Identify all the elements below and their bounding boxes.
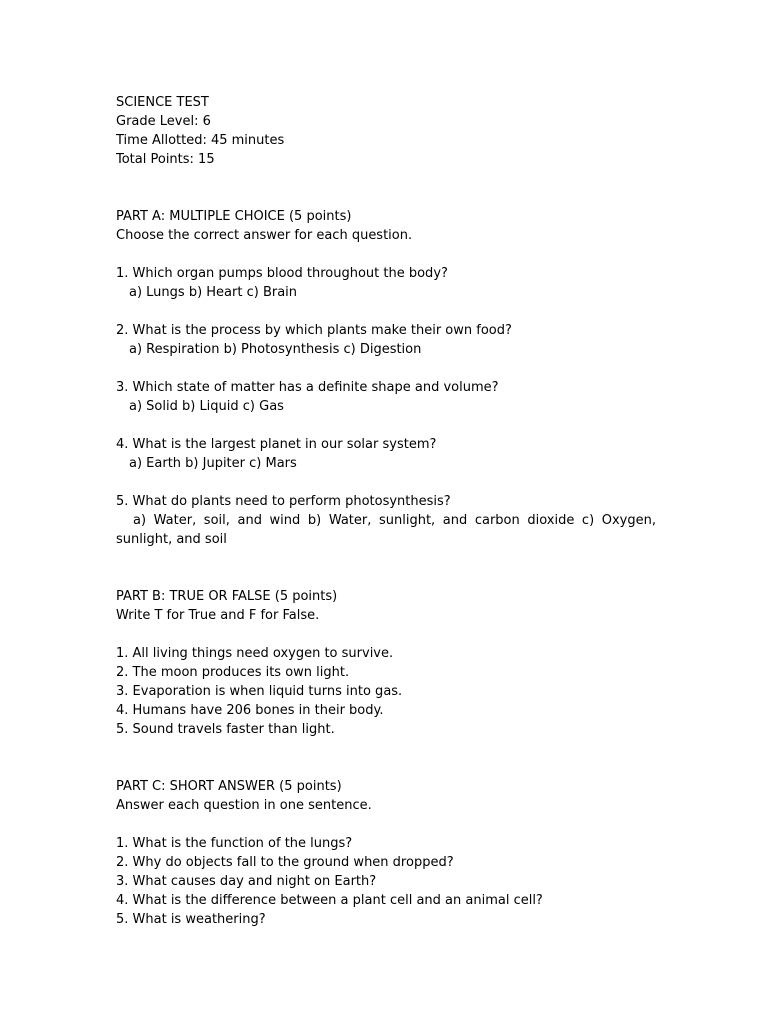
statement-item: 5. Sound travels faster than light. xyxy=(116,722,335,737)
short-answer-question: 3. What causes day and night on Earth? xyxy=(116,874,377,889)
part-c-section xyxy=(116,777,656,929)
answer-options: a) Respiration b) Photosynthesis c) Digestion xyxy=(129,342,422,357)
question-item xyxy=(116,435,656,473)
test-document xyxy=(116,93,661,929)
short-answer-question: 2. Why do objects fall to the ground when dropped? xyxy=(116,855,454,870)
part-c-heading: PART C: SHORT ANSWER (5 points) xyxy=(116,779,342,794)
question-text: 3. Which state of matter has a definite shape and volume? xyxy=(116,380,499,395)
answer-options: a) Earth b) Jupiter c) Mars xyxy=(129,456,297,471)
spacer xyxy=(116,359,656,378)
question-text: 4. What is the largest planet in our solar system? xyxy=(116,437,437,452)
question-text: 1. Which organ pumps blood throughout the body? xyxy=(116,266,448,281)
part-a-section xyxy=(116,207,661,549)
part-c-instructions: Answer each question in one sentence. xyxy=(116,798,372,813)
total-points: Total Points: 15 xyxy=(116,152,215,167)
spacer xyxy=(116,302,656,321)
spacer xyxy=(116,739,656,777)
answer-options: a) Water, soil, and wind b) Water, sunlight, and carbon dioxide c) Oxygen, sunlight, and soil xyxy=(116,513,661,547)
short-answer-question: 5. What is weathering? xyxy=(116,912,266,927)
spacer xyxy=(116,625,656,644)
spacer xyxy=(116,169,656,207)
question-item xyxy=(116,264,656,302)
part-b-instructions: Write T for True and F for False. xyxy=(116,608,320,623)
short-answer-question: 1. What is the function of the lungs? xyxy=(116,836,353,851)
question-item xyxy=(116,492,661,549)
part-b-heading: PART B: TRUE OR FALSE (5 points) xyxy=(116,589,338,604)
spacer xyxy=(116,549,656,587)
question-text: 2. What is the process by which plants make their own food? xyxy=(116,323,512,338)
test-title: SCIENCE TEST xyxy=(116,95,209,110)
statement-item: 1. All living things need oxygen to survive. xyxy=(116,646,394,661)
statement-item: 3. Evaporation is when liquid turns into gas. xyxy=(116,684,403,699)
part-a-instructions: Choose the correct answer for each question. xyxy=(116,228,413,243)
part-b-section xyxy=(116,587,656,739)
time-allotted: Time Allotted: 45 minutes xyxy=(116,133,285,148)
grade-level: Grade Level: 6 xyxy=(116,114,211,129)
statement-item: 4. Humans have 206 bones in their body. xyxy=(116,703,384,718)
question-text: 5. What do plants need to perform photosynthesis? xyxy=(116,494,451,509)
spacer xyxy=(116,245,656,264)
answer-options: a) Lungs b) Heart c) Brain xyxy=(129,285,298,300)
statement-item: 2. The moon produces its own light. xyxy=(116,665,350,680)
spacer xyxy=(116,815,656,834)
short-answer-question: 4. What is the difference between a plant cell and an animal cell? xyxy=(116,893,543,908)
part-a-heading: PART A: MULTIPLE CHOICE (5 points) xyxy=(116,209,352,224)
question-item xyxy=(116,378,656,416)
answer-options: a) Solid b) Liquid c) Gas xyxy=(129,399,284,414)
spacer xyxy=(116,473,656,492)
test-header xyxy=(116,93,656,169)
spacer xyxy=(116,416,656,435)
question-item xyxy=(116,321,656,359)
